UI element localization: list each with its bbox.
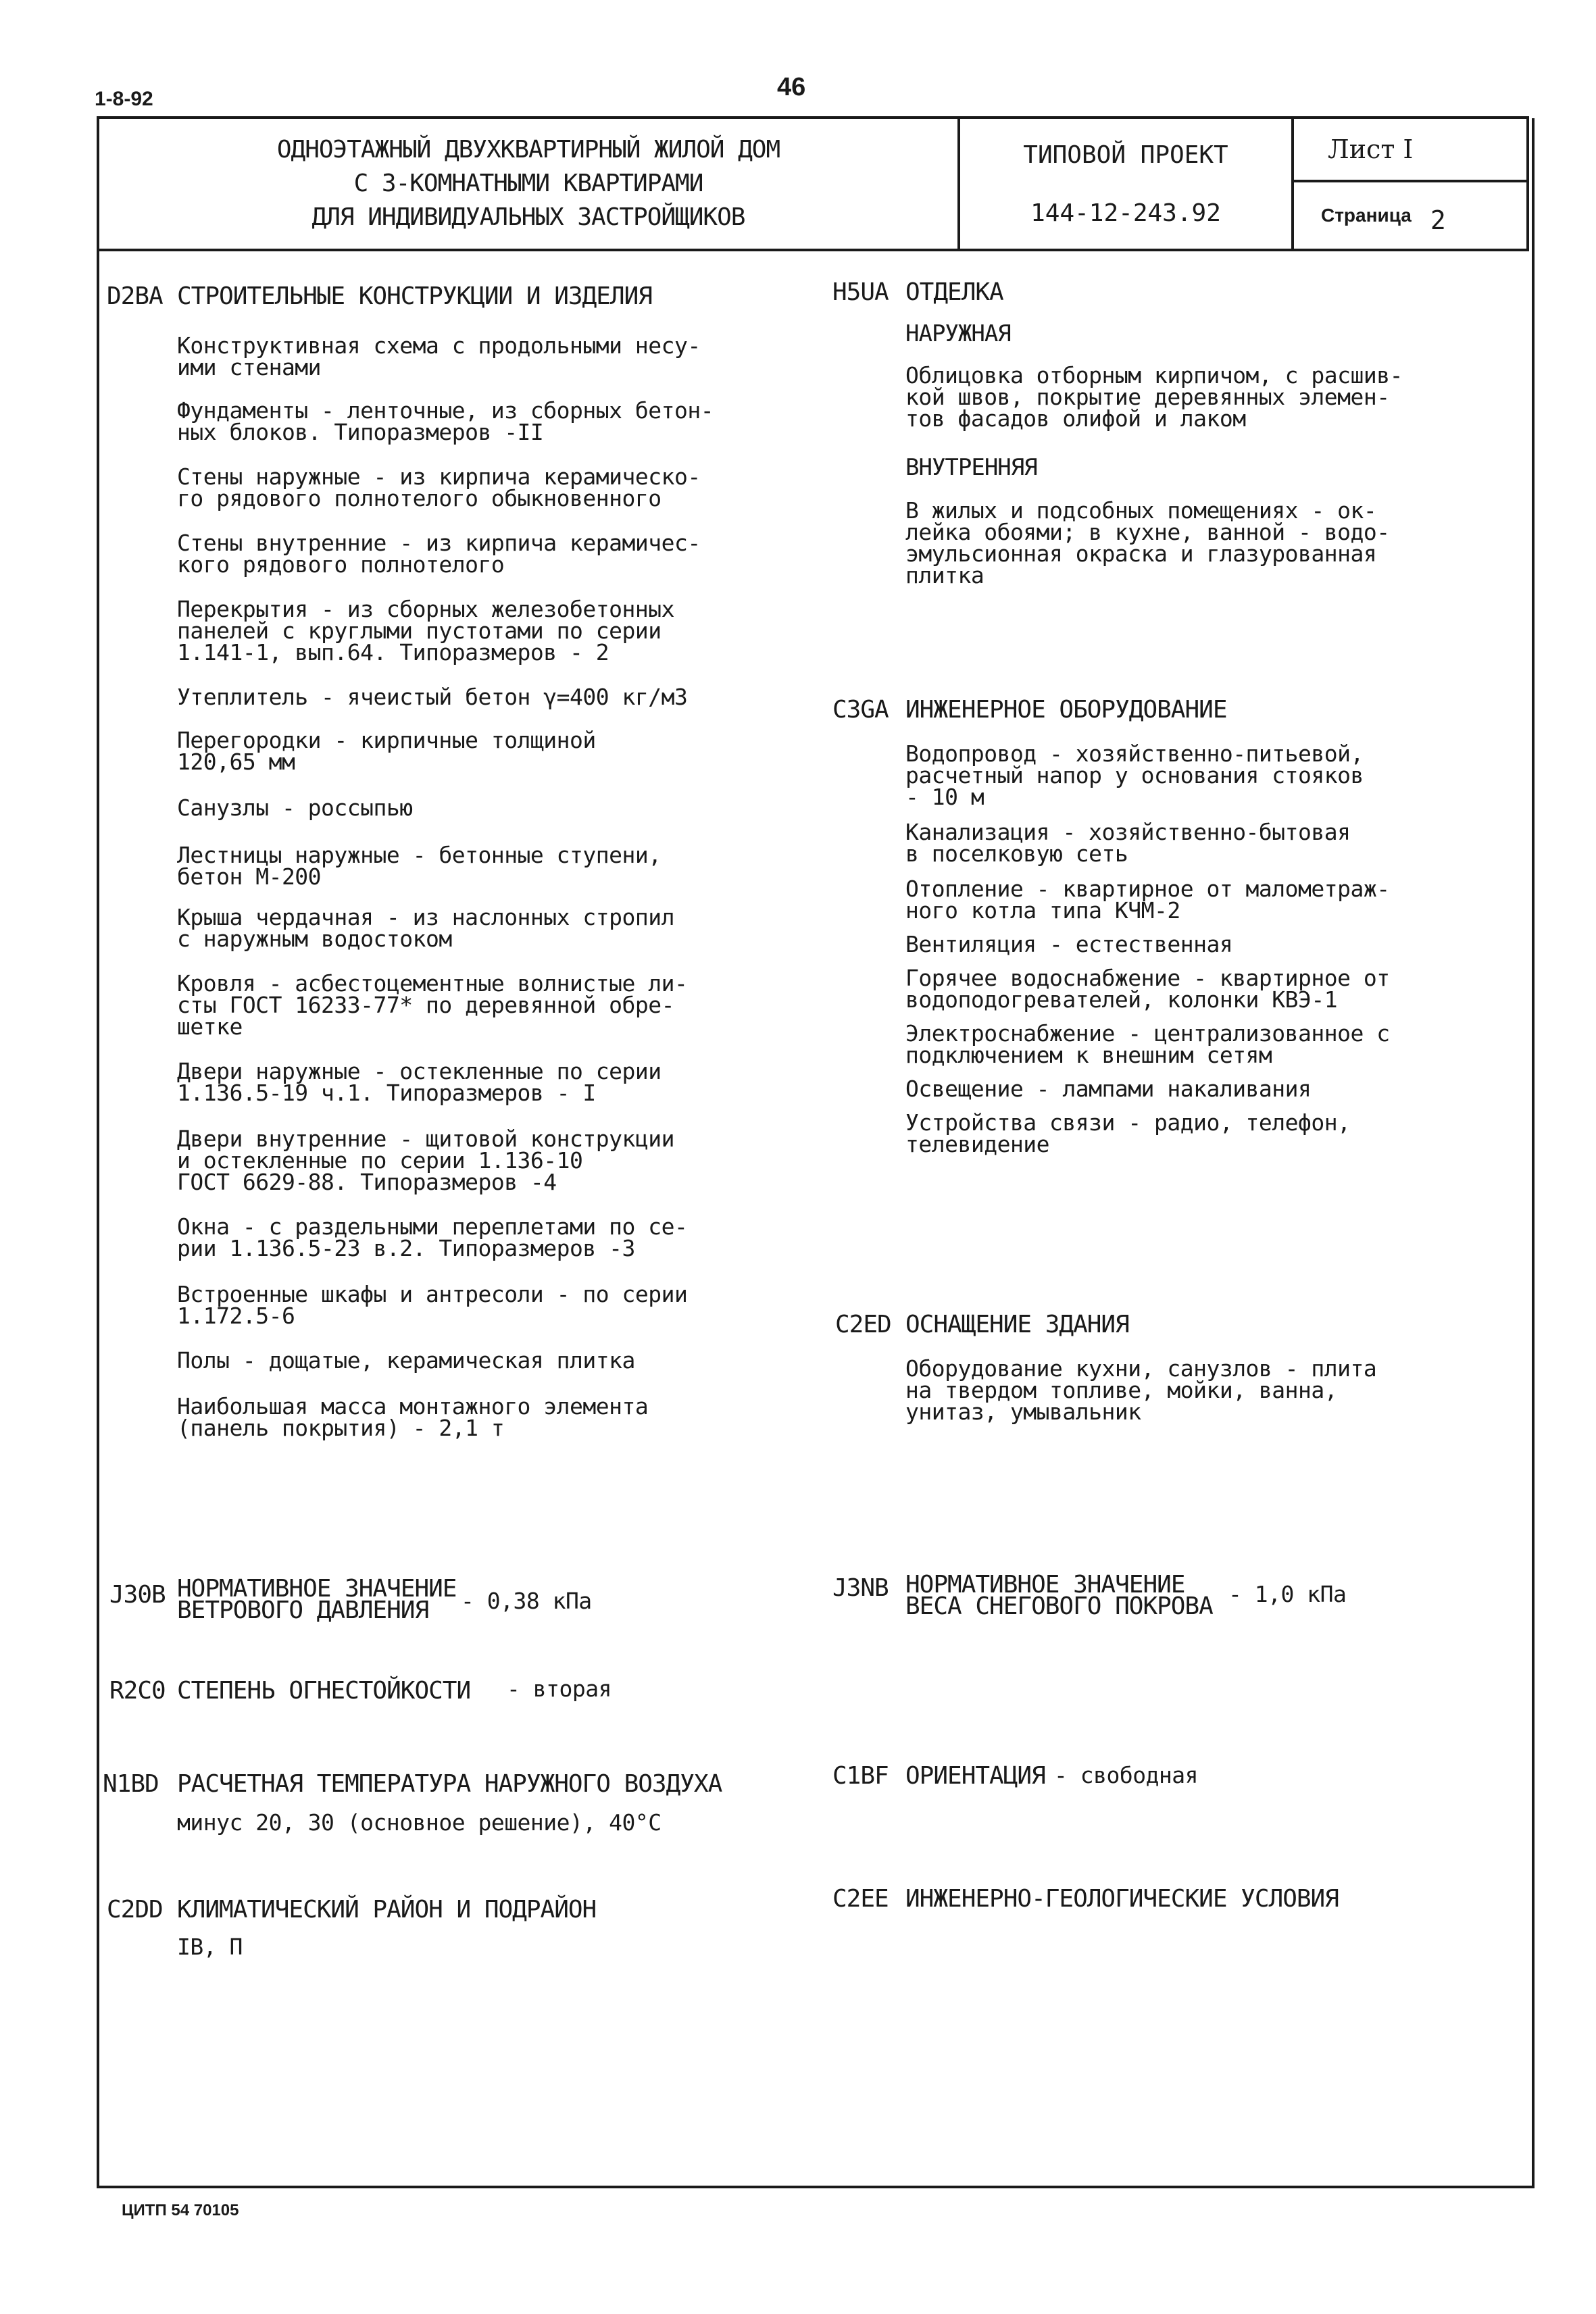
wind-title-line: ВЕТРОВОГО ДАВЛЕНИЯ xyxy=(177,1596,429,1624)
page-number: 46 xyxy=(777,73,806,101)
construction-item: Кровля - асбестоцементные волнистые ли- сты ГОСТ 16233-77* по деревянной обре- шетке xyxy=(177,970,688,1040)
construction-item: Перегородки - кирпичные толщиной 120,65 мм xyxy=(177,727,596,775)
construction-item: Крыша чердачная - из наслонных стропил с наружным водостоком xyxy=(177,904,674,952)
construction-item: Встроенные шкафы и антресоли - по серии 1.172.5-6 xyxy=(177,1281,688,1329)
climate-region-title: КЛИМАТИЧЕСКИЙ РАЙОН И ПОДРАЙОН xyxy=(177,1896,597,1923)
section-title: ОСНАЩЕНИЕ ЗДАНИЯ xyxy=(905,1311,1129,1338)
section-title: ОТДЕЛКА xyxy=(905,278,1003,306)
section-code: H5UA xyxy=(832,278,889,306)
snow-title-line: НОРМАТИВНОЕ ЗНАЧЕНИЕ xyxy=(905,1571,1185,1599)
orientation-value: - свободная xyxy=(1054,1762,1199,1788)
orientation-title: ОРИЕНТАЦИЯ xyxy=(905,1762,1045,1790)
engineering-item: Электроснабжение - централизованное с подключением к внешним сетям xyxy=(905,1020,1390,1068)
title-line: С 3-КОМНАТНЫМИ КВАРТИРАМИ xyxy=(353,170,703,197)
engineering-item: Вентиляция - естественная xyxy=(905,931,1233,957)
construction-item: Окна - с раздельными переплетами по се- рии 1.136.5-23 в.2. Типоразмеров -3 xyxy=(177,1213,688,1261)
engineering-item: Горячее водоснабжение - квартирное от водоподогревателей, колонки КВЭ-1 xyxy=(905,965,1390,1013)
page-value: 2 xyxy=(1430,205,1446,235)
section-code: N1BD xyxy=(103,1770,159,1798)
equipment-text: Оборудование кухни, санузлов - плита на твердом топливе, мойки, ванна, унитаз, умывальник xyxy=(905,1355,1377,1425)
footer-stamp: ЦИТП 54 70105 xyxy=(122,2201,239,2219)
section-code: D2BA xyxy=(107,282,163,310)
fire-resistance-value: - вторая xyxy=(507,1676,612,1702)
construction-item: Двери наружные - остекленные по серии 1.136.5-19 ч.1. Типоразмеров - I xyxy=(177,1058,662,1106)
construction-item: Конструктивная схема с продольными несу- ими стенами xyxy=(177,332,701,380)
title-line: ОДНОЭТАЖНЫЙ ДВУХКВАРТИРНЫЙ ЖИЛОЙ ДОМ xyxy=(276,136,780,164)
engineering-item: Освещение - лампами накаливания xyxy=(905,1076,1312,1102)
section-code: J3NB xyxy=(832,1574,889,1602)
engineering-item: Устройства связи - радио, телефон, телевидение xyxy=(905,1109,1351,1157)
outer-finish-text: Облицовка отборным кирпичом, с расшив- кой швов, покрытие деревянных элемен- тов фасадов олифой и лаком xyxy=(905,362,1403,432)
section-code: C3GA xyxy=(832,696,889,724)
section-title: ИНЖЕНЕРНОЕ ОБОРУДОВАНИЕ xyxy=(905,696,1227,724)
snow-load-title xyxy=(905,1571,1213,1620)
geology-title: ИНЖЕНЕРНО-ГЕОЛОГИЧЕСКИЕ УСЛОВИЯ xyxy=(905,1885,1339,1913)
construction-item: Перекрытия - из сборных железобетонных панелей с круглыми пустотами по серии 1.141-1, вып.64. Типоразмеров - 2 xyxy=(177,596,674,665)
construction-item: Санузлы - россыпью xyxy=(177,795,413,821)
sheet-number: Лист I xyxy=(1328,134,1414,164)
design-temperature-value: минус 20, 30 (основное решение), 40°С xyxy=(177,1809,662,1836)
outer-finish-label: НАРУЖНАЯ xyxy=(905,320,1011,347)
document-code: 1-8-92 xyxy=(95,88,153,110)
sheet-cell xyxy=(1294,119,1526,249)
section-title: СТРОИТЕЛЬНЫЕ КОНСТРУКЦИИ И ИЗДЕЛИЯ xyxy=(177,282,652,310)
construction-item: Стены наружные - из кирпича керамическо- го рядового полнотелого обыкновенного xyxy=(177,463,701,511)
wind-load-value: - 0,38 кПа xyxy=(461,1588,592,1614)
wind-load-title xyxy=(177,1575,457,1624)
engineering-item: Водопровод - хозяйственно-питьевой, расчетный напор у основания стояков - 10 м xyxy=(905,740,1364,810)
construction-item: Утеплитель - ячеистый бетон γ=400 кг/м3 xyxy=(177,684,688,710)
inner-finish-text: В жилых и подсобных помещениях - ок- лейка обоями; в кухне, ванной - водо- эмульсионная окраска и глазурованная плитка xyxy=(905,497,1390,588)
construction-item: Лестницы наружные - бетонные ступени, бетон М-200 xyxy=(177,842,662,890)
section-code: C2ED xyxy=(835,1311,891,1338)
title-block xyxy=(97,116,1529,251)
engineering-item: Канализация - хозяйственно-бытовая в поселковую сеть xyxy=(905,819,1351,867)
fire-resistance-title: СТЕПЕНЬ ОГНЕСТОЙКОСТИ xyxy=(177,1677,471,1705)
page-cell xyxy=(1294,180,1526,249)
title-line: ДЛЯ ИНДИВИДУАЛЬНЫХ ЗАСТРОЙЩИКОВ xyxy=(311,203,745,231)
engineering-item: Отопление - квартирное от малометраж- ного котла типа КЧМ-2 xyxy=(905,876,1390,924)
construction-item: Двери внутренние - щитовой конструкции и остекленные по серии 1.136-10 ГОСТ 6629-88. Типоразмеров -4 xyxy=(177,1126,674,1195)
section-code: C2EE xyxy=(832,1885,889,1913)
construction-item: Фундаменты - ленточные, из сборных бетон- ных блоков. Типоразмеров -II xyxy=(177,397,714,445)
section-code: R2C0 xyxy=(109,1677,166,1705)
wind-title-line: НОРМАТИВНОЕ ЗНАЧЕНИЕ xyxy=(177,1575,457,1603)
construction-item: Наибольшая масса монтажного элемента (панель покрытия) - 2,1 т xyxy=(177,1393,649,1441)
construction-item: Полы - дощатые, керамическая плитка xyxy=(177,1347,635,1374)
section-code: C1BF xyxy=(832,1762,889,1790)
inner-finish-label: ВНУТРЕННЯЯ xyxy=(905,454,1037,481)
project-cell xyxy=(960,119,1294,249)
document-title xyxy=(99,119,960,249)
design-temperature-title: РАСЧЕТНАЯ ТЕМПЕРАТУРА НАРУЖНОГО ВОЗДУХА xyxy=(177,1770,722,1798)
snow-load-value: - 1,0 кПа xyxy=(1228,1581,1347,1607)
section-code: J30B xyxy=(109,1581,166,1609)
section-code: C2DD xyxy=(107,1896,163,1923)
project-number: 144-12-243.92 xyxy=(1030,199,1221,227)
page-label: Страница xyxy=(1321,205,1412,226)
snow-title-line: ВЕСА СНЕГОВОГО ПОКРОВА xyxy=(905,1592,1213,1620)
project-label: ТИПОВОЙ ПРОЕКТ xyxy=(1023,141,1228,169)
climate-region-value: IB, П xyxy=(177,1934,243,1960)
construction-item: Стены внутренние - из кирпича керамичес- кого рядового полнотелого xyxy=(177,530,701,578)
